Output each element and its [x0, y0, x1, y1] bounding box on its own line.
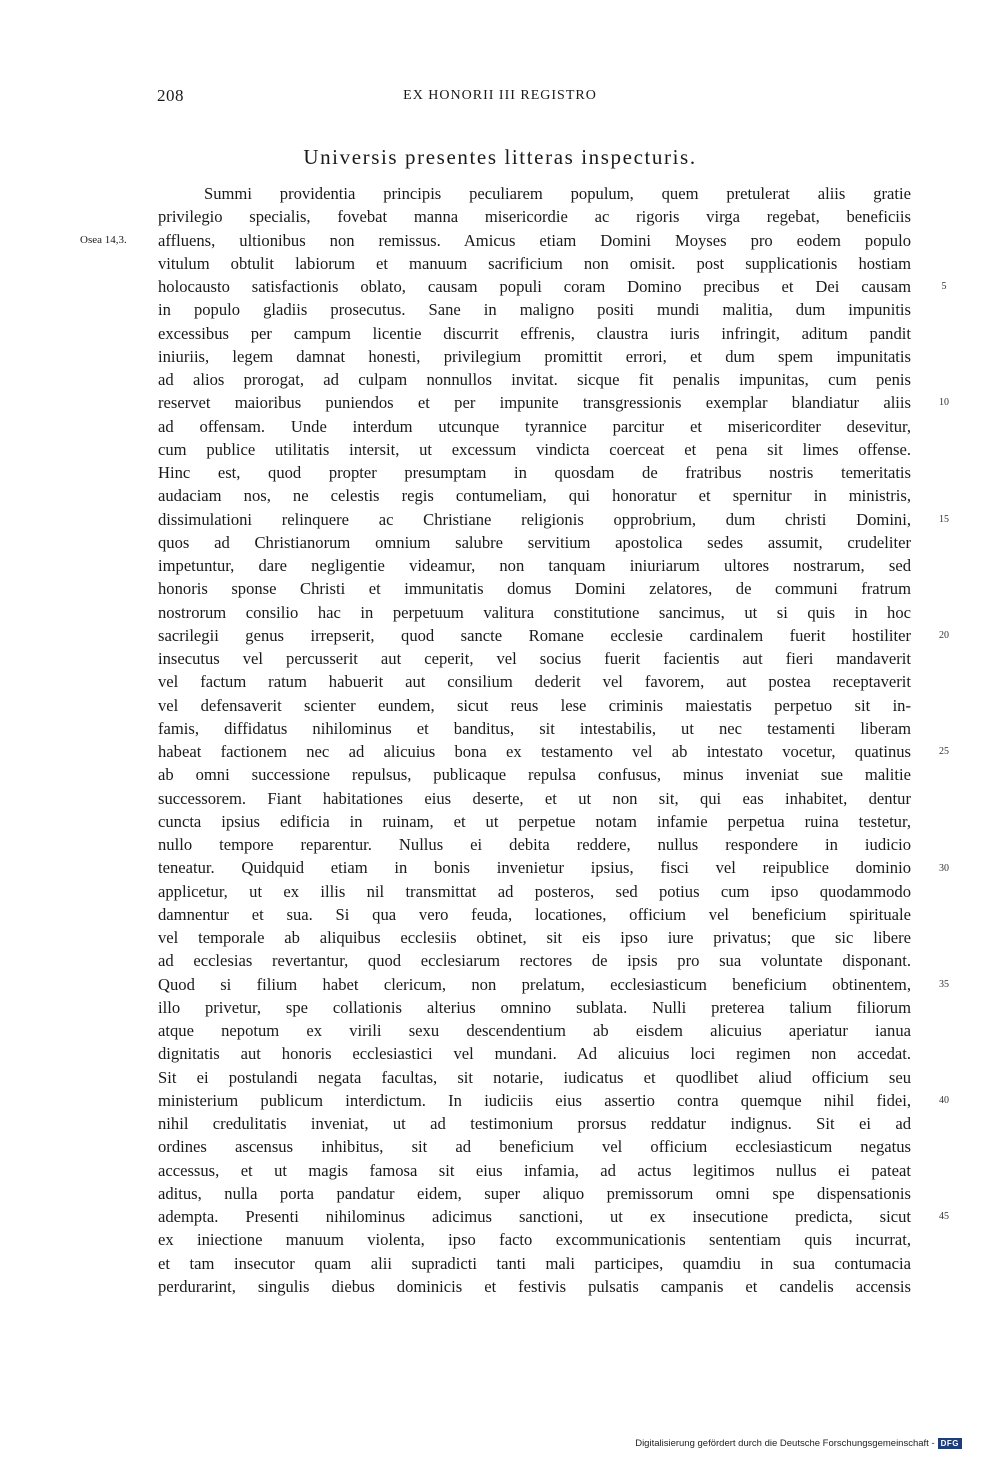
section-heading: Universis presentes litteras inspecturis.	[303, 145, 697, 169]
text-line: reservet maioribus puniendos et per impunite transgressionis exemplar blandiatur aliis	[158, 393, 911, 413]
margin-reference: Osea 14,3.	[80, 233, 127, 246]
text-line: iniuriis, legem damnat honesti, privilegium promittit errori, et dum spem impunitatis	[158, 346, 911, 366]
text-line: illo privetur, spe collationis alterius omnino sublata. Nulli preterea talium filiorum	[158, 997, 911, 1017]
text-line: nostrorum consilio hac in perpetuum valitura constitutione sancimus, ut si quis in hoc	[158, 602, 911, 622]
text-line: excessibus per campum licentie discurrit effrenis, claustra iuris infringit, aditum pandit	[158, 323, 911, 343]
text-line: cum publice utilitatis intersit, ut excessum vindicta coerceat et pena sit limes offense.	[158, 439, 911, 459]
line-number: 30	[939, 862, 949, 874]
text-line: in populo gladiis prosecutus. Sane in maligno positi mundi malitia, dum impunitis	[158, 300, 911, 320]
text-line: accessus, et ut magis famosa sit eius infamia, ad actus legitimos nullus ei pateat	[158, 1160, 911, 1180]
dfg-logo-icon: DFG	[938, 1438, 962, 1449]
text-line: et tam insecutor quam alii supradicti tanti mali participes, quamdiu in sua contumacia	[158, 1253, 911, 1273]
text-line: adempta. Presenti nihilominus adicimus sanctioni, ut ex insecutione predicta, sicut	[158, 1207, 911, 1226]
text-line: vel factum ratum habuerit aut consilium dederit vel favorem, aut postea receptaverit	[158, 672, 911, 692]
text-line: atque nepotum ex virili sexu descendentium ab eisdem alicuius aperiatur ianua	[158, 1021, 911, 1040]
text-line: sacrilegii genus irrepserit, quod sancte Romane ecclesie cardinalem fuerit hostiliter	[158, 625, 911, 645]
text-line: vitulum obtulit labiorum et manuum sacrificium non omisit. post supplicationis hostiam	[158, 253, 911, 273]
text-line: successorem. Fiant habitationes eius deserte, et ut non sit, qui eas inhabitet, dentur	[158, 788, 911, 808]
text-line: Quod si filium habet clericum, non prelatum, ecclesiasticum beneficium obtinentem,	[158, 974, 911, 994]
line-number: 5	[941, 281, 947, 293]
text-line: applicetur, ut ex illis nil transmittat ad posteros, sed potius cum ipso quodammodo	[158, 881, 911, 901]
text-line: damnentur et sua. Si qua vero feuda, locationes, officium vel beneficium spirituale	[158, 904, 911, 924]
footer-text: Digitalisierung gefördert durch die Deutsche Forschungsgemeinschaft -	[635, 1438, 935, 1449]
line-number: 20	[939, 629, 949, 641]
text-line: privilegio specialis, fovebat manna misericordie ac rigoris virga regebat, beneficiis	[158, 207, 911, 227]
line-number: 40	[939, 1095, 949, 1107]
text-line: ministerium publicum interdictum. In iudiciis eius assertio contra quemque nihil fidei,	[158, 1090, 911, 1110]
line-number: 45	[939, 1211, 949, 1223]
text-line: habeat factionem nec ad alicuius bona ex testamento vel ab intestato vocetur, quatinus	[158, 742, 911, 761]
text-line: Hinc est, quod propter presumptam in quosdam de fratribus nostris temeritatis	[158, 463, 911, 482]
line-number: 35	[939, 978, 949, 990]
line-number: 15	[939, 513, 949, 525]
text-line: vel temporale ab aliquibus ecclesiis obtinet, sit eis ipso iure privatus; que sic libere	[158, 928, 911, 947]
text-line: dignitatis aut honoris ecclesiastici vel mundani. Ad alicuius loci regimen non accedat.	[158, 1044, 911, 1064]
text-line: aditus, nulla porta pandatur eidem, super aliquo premissorum omni spe dispensationis	[158, 1183, 911, 1203]
text-line: impetuntur, dare negligentie videamur, non tanquam iniuriarum ultores nostrarum, sed	[158, 556, 911, 575]
text-line: honoris sponse Christi et immunitatis domus Domini zelatores, de communi fratrum	[158, 579, 911, 599]
text-line: perdurarint, singulis diebus dominicis et festivis pulsatis campanis et candelis accensis	[158, 1276, 911, 1296]
line-number: 10	[939, 397, 949, 409]
text-line: vel defensaverit scienter eundem, sicut reus lese criminis maiestatis perpetuo sit in-	[158, 695, 911, 715]
text-line: teneatur. Quidquid etiam in bonis invenietur ipsius, fisci vel reipublice dominio	[158, 858, 911, 878]
text-line: dissimulationi relinquere ac Christiane religionis opprobrium, dum christi Domini,	[158, 509, 911, 529]
text-line: holocausto satisfactionis oblato, causam populi coram Domino precibus et Dei causam	[158, 277, 911, 296]
footer	[635, 1438, 962, 1449]
text-line: ad ecclesias revertantur, quod ecclesiarum rectores de ipsis pro sua voluntate disponant.	[158, 951, 911, 971]
text-line: affluens, ultionibus non remissus. Amicus etiam Domini Moyses pro eodem populo	[158, 230, 911, 250]
text-line: insecutus vel percusserit aut ceperit, vel socius fuerit facientis aut fieri mandaverit	[158, 649, 911, 668]
text-line: cuncta ipsius edificia in ruinam, et ut perpetue notam infamie perpetua ruina testetur,	[158, 811, 911, 831]
line-number: 25	[939, 746, 949, 758]
body-text	[158, 182, 911, 1298]
text-line: nihil credulitatis inveniat, ut ad testimonium prorsus reddatur indignus. Sit ei ad	[158, 1114, 911, 1133]
text-line: ab omni successione repulsus, publicaque repulsa confusus, minus inveniat sue malitie	[158, 765, 911, 785]
page-number: 208	[157, 86, 184, 105]
text-line: nullo tempore reparentur. Nullus ei debita reddere, nullus respondere in iudicio	[158, 835, 911, 854]
text-line: ad alios prorogat, ad culpam nonnullos invitat. sicque fit penalis impunitas, cum penis	[158, 370, 911, 389]
text-line: Summi providentia principis peculiarem populum, quem pretulerat aliis gratie	[204, 184, 911, 203]
text-line: ordines ascensus inhibitus, sit ad beneficium vel officium ecclesiasticum negatus	[158, 1137, 911, 1157]
text-line: ad offensam. Unde interdum utcunque tyrannice parcitur et misericorditer desevitur,	[158, 416, 911, 436]
running-title: EX HONORII III REGISTRO	[403, 88, 597, 103]
text-line: quos ad Christianorum omnium salubre servitium apostolica sedes assumit, crudeliter	[158, 532, 911, 552]
text-line: audaciam nos, ne celestis regis contumeliam, qui honoratur et spernitur in ministris,	[158, 486, 911, 506]
text-line: Sit ei postulandi negata facultas, sit notarie, iudicatus et quodlibet aliud officium seu	[158, 1067, 911, 1087]
text-line: famis, diffidatus nihilominus et banditus, sit intestabilis, ut nec testamenti liberam	[158, 718, 911, 738]
text-line: ex iniectione manuum violenta, ipso facto excommunicationis sententiam quis incurrat,	[158, 1230, 911, 1250]
